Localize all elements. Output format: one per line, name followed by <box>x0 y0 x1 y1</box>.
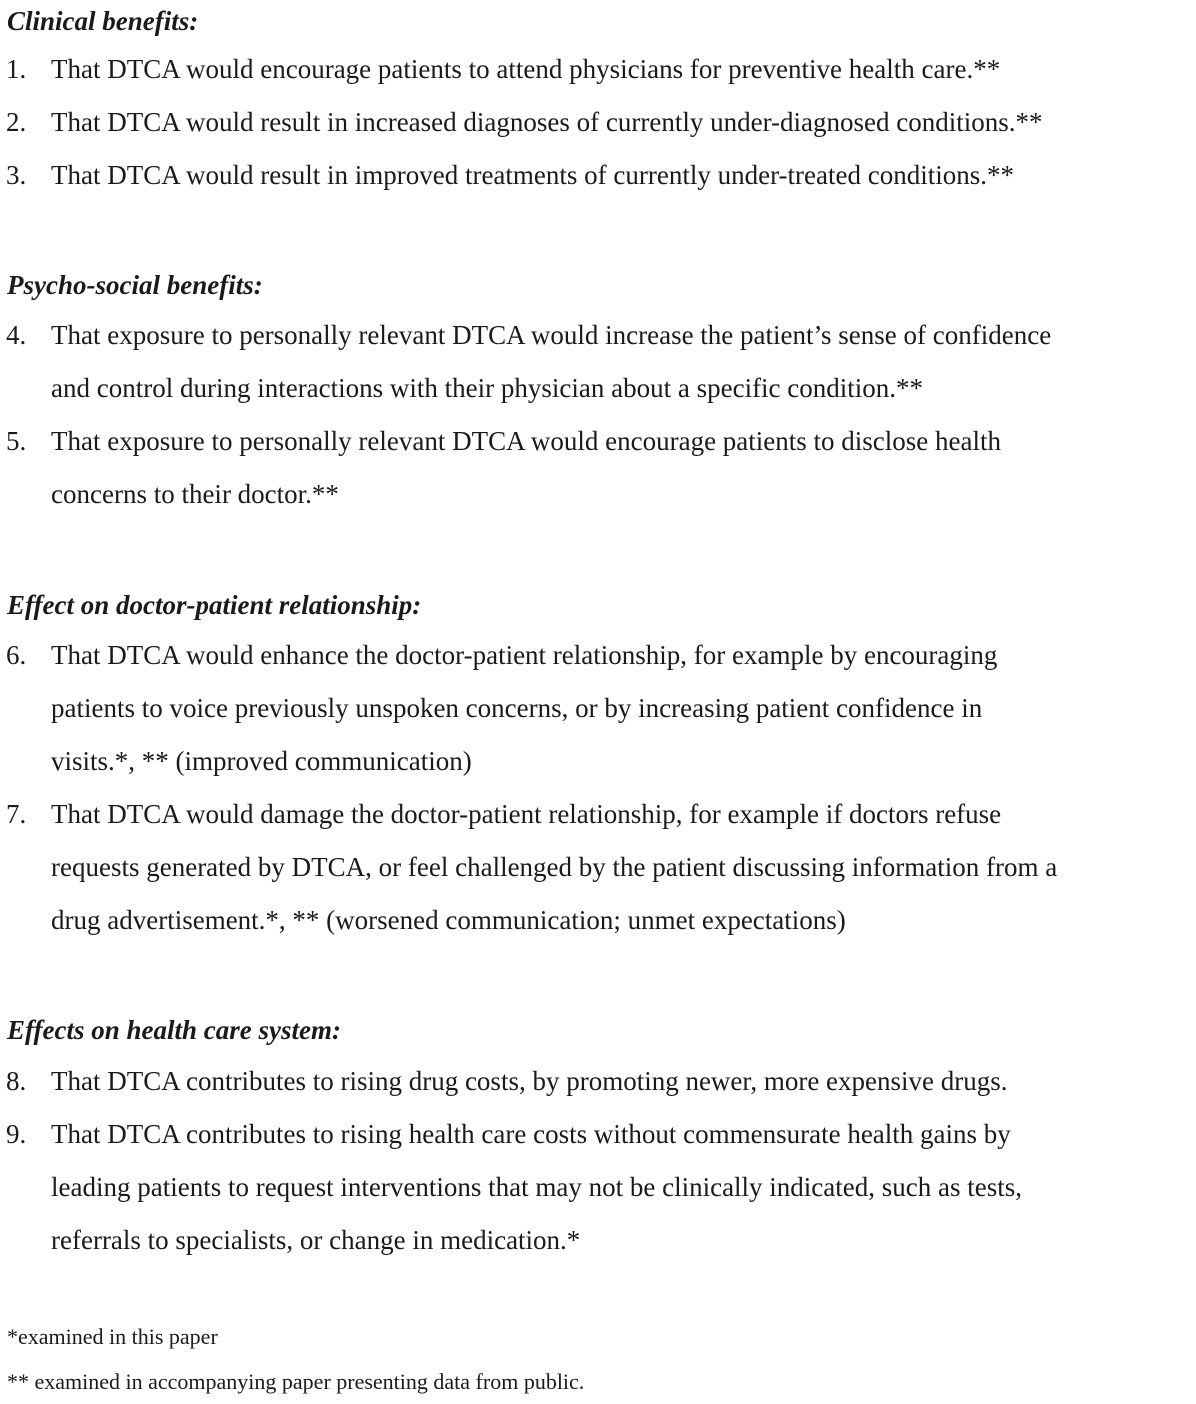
section-heading-doctor-patient-relationship: Effect on doctor-patient relationship: <box>7 590 422 620</box>
item-line: That DTCA would encourage patients to attend physicians for preventive health care.** <box>51 54 1001 84</box>
item-line: patients to voice previously unspoken concerns, or by increasing patient confidence in <box>51 693 983 724</box>
item-line: That exposure to personally relevant DTCA would increase the patient’s sense of confidence <box>51 320 1052 350</box>
item-line: That exposure to personally relevant DTCA would encourage patients to disclose health <box>51 426 1001 456</box>
item-number: 6. <box>6 640 27 670</box>
list-item-3 <box>0 149 1196 202</box>
item-line: That DTCA contributes to rising drug costs, by promoting newer, more expensive drugs. <box>51 1066 1008 1096</box>
item-line: That DTCA would damage the doctor-patient relationship, for example if doctors refuse <box>51 799 1002 829</box>
item-number: 4. <box>6 320 27 350</box>
item-line: referrals to specialists, or change in medication.* <box>51 1225 581 1256</box>
list-item-5 <box>0 415 1196 521</box>
section-heading-clinical-benefits: Clinical benefits: <box>7 6 199 36</box>
section-heading-psycho-social-benefits: Psycho-social benefits: <box>7 270 263 300</box>
item-number: 2. <box>6 107 27 137</box>
item-line: That DTCA would result in increased diagnoses of currently under-diagnosed conditions.** <box>51 107 1043 137</box>
item-line: concerns to their doctor.** <box>51 479 339 510</box>
item-line: leading patients to request interventions that may not be clinically indicated, such as tests, <box>51 1172 1022 1203</box>
item-number: 8. <box>6 1066 27 1096</box>
list-item-9 <box>0 1108 1196 1268</box>
item-number: 5. <box>6 426 27 456</box>
list-item-4 <box>0 309 1196 415</box>
list-item-7 <box>0 788 1196 948</box>
section-heading-health-care-system: Effects on health care system: <box>7 1015 341 1045</box>
item-number: 1. <box>6 54 27 84</box>
item-number: 9. <box>6 1119 27 1149</box>
item-line: drug advertisement.*, ** (worsened communication; unmet expectations) <box>51 905 846 936</box>
item-line: requests generated by DTCA, or feel challenged by the patient discussing information from a <box>51 852 1058 883</box>
list-item-6 <box>0 629 1196 789</box>
item-line: and control during interactions with their physician about a specific condition.** <box>51 373 924 404</box>
item-number: 7. <box>6 799 27 829</box>
footnote-single-asterisk: *examined in this paper <box>7 1324 218 1349</box>
list-item-8 <box>0 1055 1196 1108</box>
list-item-2 <box>0 96 1196 149</box>
footnote-double-asterisk: ** examined in accompanying paper presenting data from public. <box>7 1369 585 1394</box>
item-number: 3. <box>6 160 27 190</box>
item-line: visits.*, ** (improved communication) <box>51 746 472 777</box>
item-line: That DTCA would result in improved treatments of currently under-treated conditions.** <box>51 160 1014 190</box>
item-line: That DTCA would enhance the doctor-patient relationship, for example by encouraging <box>51 640 998 670</box>
item-line: That DTCA contributes to rising health care costs without commensurate health gains by <box>51 1119 1011 1149</box>
list-item-1 <box>0 43 1196 96</box>
